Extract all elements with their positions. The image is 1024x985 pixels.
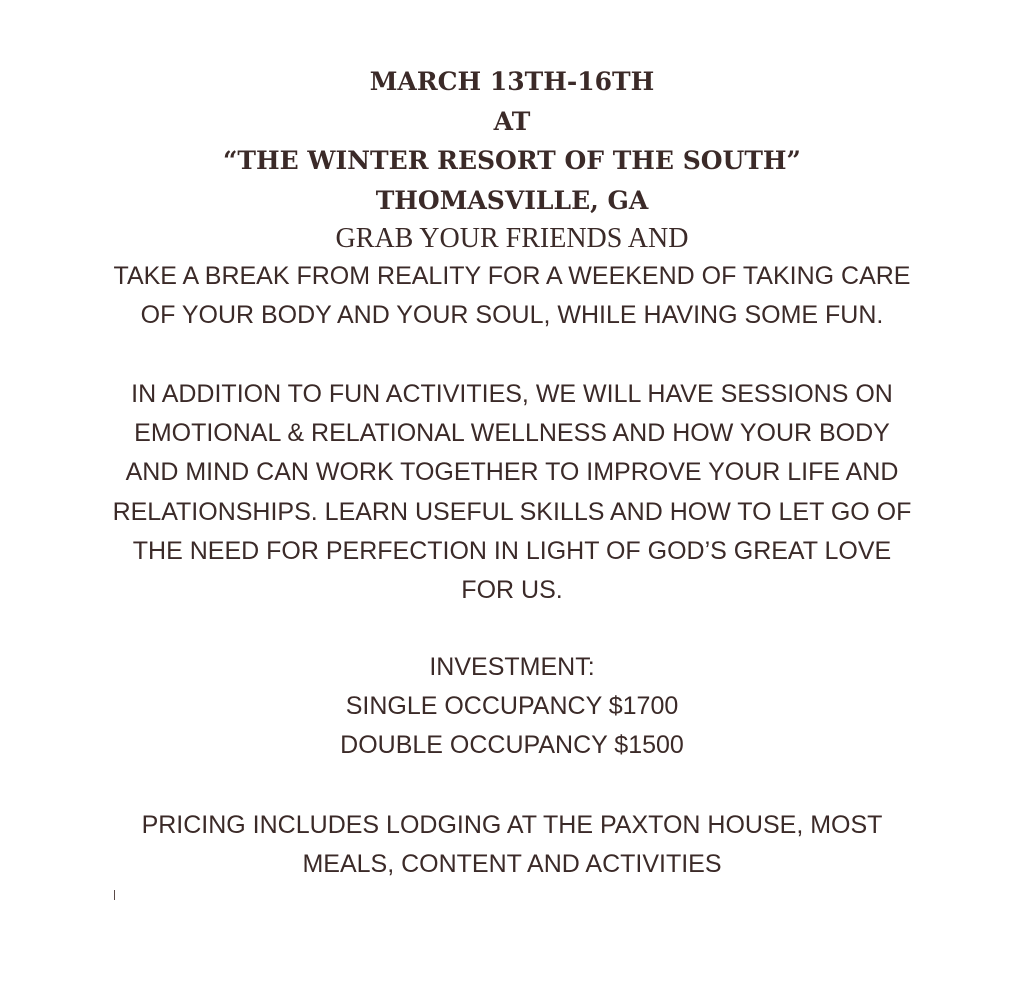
intro-line: OF YOUR BODY AND YOUR SOUL, WHILE HAVING SOME FUN. (140, 301, 884, 330)
invite-subheading: GRAB YOUR FRIENDS AND (335, 223, 689, 254)
single-occupancy-price: SINGLE OCCUPANCY $1700 (345, 692, 679, 721)
sessions-line: FOR US. (461, 576, 563, 605)
pricing-line: PRICING INCLUDES LODGING AT THE PAXTON HOUSE, MOST (141, 811, 883, 839)
sessions-paragraph (100, 375, 924, 610)
sessions-line: AND MIND CAN WORK TOGETHER TO IMPROVE YOUR LIFE AND (125, 458, 899, 487)
intro-line: TAKE A BREAK FROM REALITY FOR A WEEKEND OF TAKING CARE (113, 262, 911, 290)
pricing-line: MEALS, CONTENT AND ACTIVITIES (302, 850, 722, 879)
resort-name: “THE WINTER RESORT OF THE SOUTH” (223, 146, 801, 175)
sessions-line: EMOTIONAL & RELATIONAL WELLNESS AND HOW YOUR BODY (134, 419, 890, 448)
investment-section (100, 648, 924, 766)
intro-paragraph (100, 257, 924, 335)
text-cursor (114, 890, 115, 900)
pricing-note (100, 806, 924, 884)
event-heading (100, 62, 924, 220)
event-location: THOMASVILLE, GA (375, 185, 649, 215)
sessions-line: IN ADDITION TO FUN ACTIVITIES, WE WILL HAVE SESSIONS ON (131, 380, 893, 408)
investment-label: INVESTMENT: (429, 653, 595, 681)
event-dates: MARCH 13TH-16TH (369, 67, 655, 96)
event-at: AT (493, 106, 531, 136)
double-occupancy-price: DOUBLE OCCUPANCY $1500 (340, 731, 684, 760)
sessions-line: THE NEED FOR PERFECTION IN LIGHT OF GOD’S GREAT LOVE (132, 536, 892, 565)
sessions-line: RELATIONSHIPS. LEARN USEFUL SKILLS AND HOW TO LET GO OF (112, 497, 912, 526)
